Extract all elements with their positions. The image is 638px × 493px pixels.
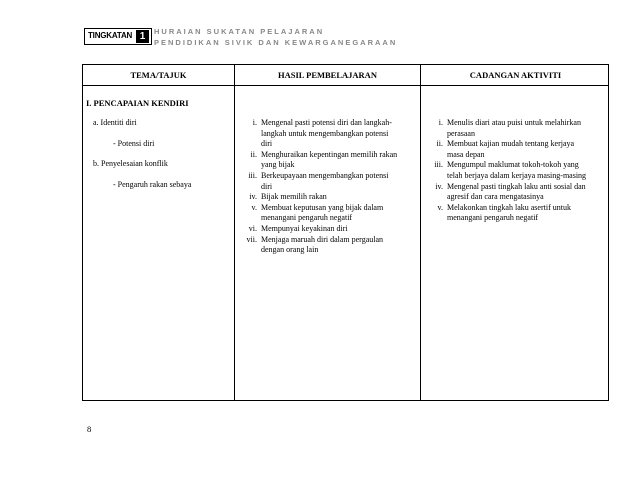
- list-item: [235, 192, 418, 203]
- list-item-text: [261, 118, 418, 150]
- list-item-text: [261, 235, 418, 256]
- list-item-line: masa depan: [447, 149, 485, 159]
- list-item-line: Mengenal pasti potensi diri dan langkah-: [261, 118, 392, 127]
- list-item-line: dengan orang lain: [261, 245, 319, 255]
- list-item: [421, 139, 608, 160]
- list-item-text: [261, 192, 418, 203]
- list-item-number: v.: [437, 202, 443, 212]
- header-title-line2: PENDIDIKAN SIVIK DAN KEWARGANEGARAAN: [154, 38, 398, 47]
- list-item-number: ii.: [436, 139, 443, 149]
- list-item-line: Menghuraikan kepentingan memilih rakan: [261, 149, 398, 159]
- list-item-text: [447, 118, 608, 139]
- header-divider: [83, 85, 608, 86]
- tema-subitem: - Potensi diri: [113, 139, 155, 148]
- list-item-line: diri: [261, 181, 273, 191]
- list-item-number: ii.: [250, 149, 257, 159]
- list-item-number: v.: [251, 202, 257, 212]
- syllabus-table: [82, 64, 609, 401]
- cadangan-list: [421, 118, 608, 224]
- section-title: I. PENCAPAIAN KENDIRI: [86, 98, 189, 108]
- list-item-line: Mempunyai keyakinan diri: [261, 223, 348, 233]
- list-item-line: Berkeupayaan mengembangkan potensi: [261, 170, 389, 180]
- list-item-text: [261, 224, 418, 235]
- list-item-text: [261, 171, 418, 192]
- list-item-number: vii.: [246, 234, 257, 244]
- list-item-number: vi.: [248, 223, 257, 233]
- list-item: [421, 118, 608, 139]
- tingkatan-label: TINGKATAN: [88, 31, 133, 40]
- list-item-line: langkah untuk mengembangkan potensi: [261, 128, 389, 138]
- list-item-line: yang bijak: [261, 160, 295, 170]
- list-item-text: [447, 182, 608, 203]
- tema-item: a. Identiti diri: [93, 118, 137, 127]
- list-item-number: iii.: [434, 160, 443, 170]
- list-item: [235, 235, 418, 256]
- list-item-text: [261, 150, 418, 171]
- list-item: [235, 150, 418, 171]
- list-item-line: Menulis diari atau puisi untuk melahirkan: [447, 118, 581, 127]
- list-item-line: diri: [261, 139, 273, 149]
- col-header-hasil: HASIL PEMBELAJARAN: [278, 70, 377, 80]
- tingkatan-badge: [84, 28, 152, 45]
- list-item-line: menangani pengaruh negatif: [447, 213, 539, 223]
- header-title-line1: HURAIAN SUKATAN PELAJARAN: [154, 27, 325, 36]
- list-item-number: i.: [438, 118, 443, 127]
- col-header-tema: TEMA/TAJUK: [130, 70, 187, 80]
- page-number: 8: [87, 424, 92, 434]
- list-item-text: [447, 160, 608, 181]
- list-item-line: menangani pengaruh negatif: [261, 213, 353, 223]
- list-item-line: perasaan: [447, 128, 475, 138]
- list-item-number: i.: [252, 118, 257, 127]
- list-item: [235, 224, 418, 235]
- list-item-line: Bijak memilih rakan: [261, 192, 327, 202]
- list-item: [235, 203, 418, 224]
- hasil-list: [235, 118, 418, 256]
- list-item-line: Membuat keputusan yang bijak dalam: [261, 202, 384, 212]
- list-item-line: agresif dan cara mengatasinya: [447, 192, 544, 202]
- list-item-line: telah berjaya dalam kerjaya masing-masing: [447, 170, 587, 180]
- list-item-text: [261, 203, 418, 224]
- list-item-number: iv.: [435, 181, 443, 191]
- tema-subitem: - Pengaruh rakan sebaya: [113, 180, 192, 189]
- col-header-cadangan: CADANGAN AKTIVITI: [469, 70, 562, 80]
- list-item-text: [447, 139, 608, 160]
- column-divider: [420, 65, 421, 400]
- tingkatan-number: 1: [136, 30, 149, 43]
- list-item-number: iii.: [248, 170, 257, 180]
- list-item: [235, 118, 418, 150]
- list-item-text: [447, 203, 608, 224]
- list-item-line: Mengenal pasti tingkah laku anti sosial dan: [447, 181, 586, 191]
- tema-item: b. Penyelesaian konflik: [93, 159, 168, 168]
- list-item-line: Membuat kajian mudah tentang kerjaya: [447, 139, 575, 149]
- list-item: [421, 160, 608, 181]
- list-item: [235, 171, 418, 192]
- list-item: [421, 203, 608, 224]
- list-item-line: Menjaga maruah diri dalam pergaulan: [261, 234, 384, 244]
- list-item: [421, 182, 608, 203]
- list-item-line: Mengumpul maklumat tokoh-tokoh yang: [447, 160, 579, 170]
- list-item-number: iv.: [249, 192, 257, 202]
- list-item-line: Melakonkan tingkah laku asertif untuk: [447, 202, 571, 212]
